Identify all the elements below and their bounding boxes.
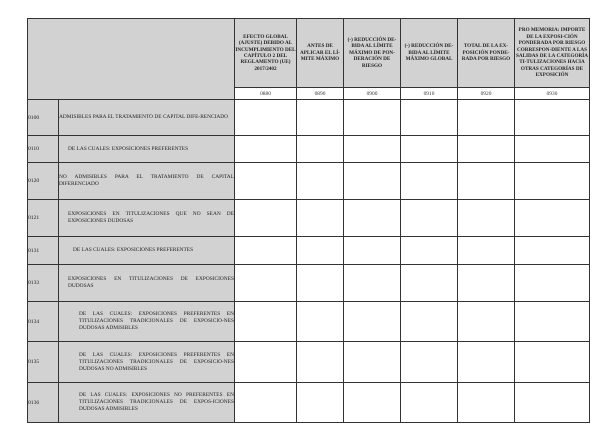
data-cell[interactable]: [515, 302, 590, 342]
data-cell[interactable]: [297, 383, 344, 423]
data-cell[interactable]: [401, 100, 458, 136]
column-header: (-) REDUCCIÓN DE-BIDA AL LÍMITE MÁXIMO GLOBAL: [401, 19, 458, 88]
data-cell[interactable]: [401, 342, 458, 383]
data-cell[interactable]: [235, 342, 297, 383]
securitisation-table: [27, 18, 590, 423]
data-cell[interactable]: [458, 237, 515, 265]
table-row: [28, 100, 590, 136]
data-cell[interactable]: [458, 342, 515, 383]
data-cell[interactable]: [515, 200, 590, 237]
row-number: 0135: [28, 342, 59, 383]
data-cell[interactable]: [297, 265, 344, 302]
data-cell[interactable]: [344, 383, 401, 423]
table-row: [28, 302, 590, 342]
data-cell[interactable]: [458, 302, 515, 342]
data-cell[interactable]: [401, 200, 458, 237]
data-cell[interactable]: [235, 265, 297, 302]
row-label: NO ADMISIBLES PARA EL TRATAMIENTO DE CAPITAL DIFERENCIADO: [59, 163, 235, 200]
data-cell[interactable]: [401, 302, 458, 342]
row-number: 0131: [28, 237, 59, 265]
data-cell[interactable]: [401, 136, 458, 163]
data-cell[interactable]: [297, 136, 344, 163]
table-row: [28, 136, 590, 163]
data-cell[interactable]: [344, 237, 401, 265]
row-number: 0133: [28, 265, 59, 302]
data-cell[interactable]: [458, 200, 515, 237]
column-header: PRO MEMORIA: IMPORTE DE LA EXPOSI-CIÓN PONDERADA POR RIESGO CORRESPON-DIENTE A LAS SALIDAS DE LA CATEGORÍA TI-TULIZACIONES HACIA OTRAS CATEGORÍAS DE EXPOSICIÓN: [515, 19, 590, 88]
column-header: (-) REDUCCIÓN DE-BIDA AL LÍMITE MÁXIMO DE PON-DERACIÓN DE RIESGO: [344, 19, 401, 88]
data-cell[interactable]: [458, 136, 515, 163]
row-number: 0110: [28, 136, 59, 163]
header-row: [28, 19, 590, 88]
data-cell[interactable]: [401, 383, 458, 423]
row-number: 0121: [28, 200, 59, 237]
row-number: 0100: [28, 100, 59, 136]
data-cell[interactable]: [344, 265, 401, 302]
data-cell[interactable]: [235, 302, 297, 342]
column-header: EFECTO GLOBAL (AJUSTE) DEBIDO AL INCUMPLIMIENTO DEL CAPÍTULO 2 DEL REGLAMENTO (UE) 2017/2402: [235, 19, 297, 88]
data-cell[interactable]: [401, 265, 458, 302]
data-cell[interactable]: [235, 136, 297, 163]
row-label: DE LAS CUALES: EXPOSICIONES PREFERENTES EN TITULIZACIONES TRADICIONALES DE EXPOSICIO-NES DUDOSAS ADMISIBLES: [59, 302, 235, 342]
row-label: DE LAS CUALES: EXPOSICIONES PREFERENTES: [59, 237, 235, 265]
data-cell[interactable]: [515, 237, 590, 265]
header-blank: [28, 19, 235, 100]
column-code: 0890: [297, 88, 344, 100]
data-cell[interactable]: [401, 237, 458, 265]
data-cell[interactable]: [297, 100, 344, 136]
row-number: 0134: [28, 302, 59, 342]
table-row: [28, 237, 590, 265]
column-code: 0920: [458, 88, 515, 100]
data-cell[interactable]: [235, 200, 297, 237]
row-label: EXPOSICIONES EN TITULIZACIONES QUE NO SEAN DE EXPOSICIONES DUDOSAS: [59, 200, 235, 237]
data-cell[interactable]: [458, 265, 515, 302]
column-code: 0900: [344, 88, 401, 100]
column-code: 0910: [401, 88, 458, 100]
data-cell[interactable]: [515, 163, 590, 200]
data-cell[interactable]: [515, 136, 590, 163]
column-header: TOTAL DE LA EX-POSICIÓN PONDE-RADA POR RIESGO: [458, 19, 515, 88]
data-cell[interactable]: [235, 383, 297, 423]
table-row: [28, 163, 590, 200]
data-cell[interactable]: [458, 383, 515, 423]
table-row: [28, 265, 590, 302]
column-code: 0880: [235, 88, 297, 100]
data-cell[interactable]: [344, 136, 401, 163]
data-cell[interactable]: [344, 200, 401, 237]
data-cell[interactable]: [235, 237, 297, 265]
table-row: [28, 342, 590, 383]
row-label: DE LAS CUALES: EXPOSICIONES PREFERENTES: [59, 136, 235, 163]
data-cell[interactable]: [297, 200, 344, 237]
data-cell[interactable]: [297, 302, 344, 342]
data-cell[interactable]: [297, 163, 344, 200]
row-number: 0136: [28, 383, 59, 423]
data-cell[interactable]: [515, 383, 590, 423]
row-label: DE LAS CUALES: EXPOSICIONES PREFERENTES EN TITULIZACIONES TRADICIONALES DE EXPOSICIO-NES DUDOSAS NO ADMISIBLES: [59, 342, 235, 383]
data-cell[interactable]: [458, 163, 515, 200]
table-row: [28, 383, 590, 423]
data-cell[interactable]: [235, 163, 297, 200]
column-code: 0930: [515, 88, 590, 100]
column-header: ANTES DE APLICAR EL LÍ-MITE MÁXIMO: [297, 19, 344, 88]
data-cell[interactable]: [297, 342, 344, 383]
data-cell[interactable]: [458, 100, 515, 136]
data-cell[interactable]: [297, 237, 344, 265]
data-cell[interactable]: [344, 163, 401, 200]
row-number: 0120: [28, 163, 59, 200]
table-row: [28, 200, 590, 237]
data-cell[interactable]: [235, 100, 297, 136]
data-cell[interactable]: [515, 100, 590, 136]
row-label: DE LAS CUALES: EXPOSICIONES NO PREFERENTES EN TITULIZACIONES TRADICIONALES DE EXPOS-ICIONES DUDOSAS ADMISIBLES: [59, 383, 235, 423]
row-label: ADMISIBLES PARA EL TRATAMIENTO DE CAPITAL DIFE-RENCIADO: [59, 100, 235, 136]
data-cell[interactable]: [344, 100, 401, 136]
data-cell[interactable]: [344, 342, 401, 383]
row-label: EXPOSICIONES EN TITULIZACIONES DE EXPOSICIONES DUDOSAS: [59, 265, 235, 302]
data-cell[interactable]: [515, 342, 590, 383]
data-cell[interactable]: [344, 302, 401, 342]
data-cell[interactable]: [515, 265, 590, 302]
data-cell[interactable]: [401, 163, 458, 200]
